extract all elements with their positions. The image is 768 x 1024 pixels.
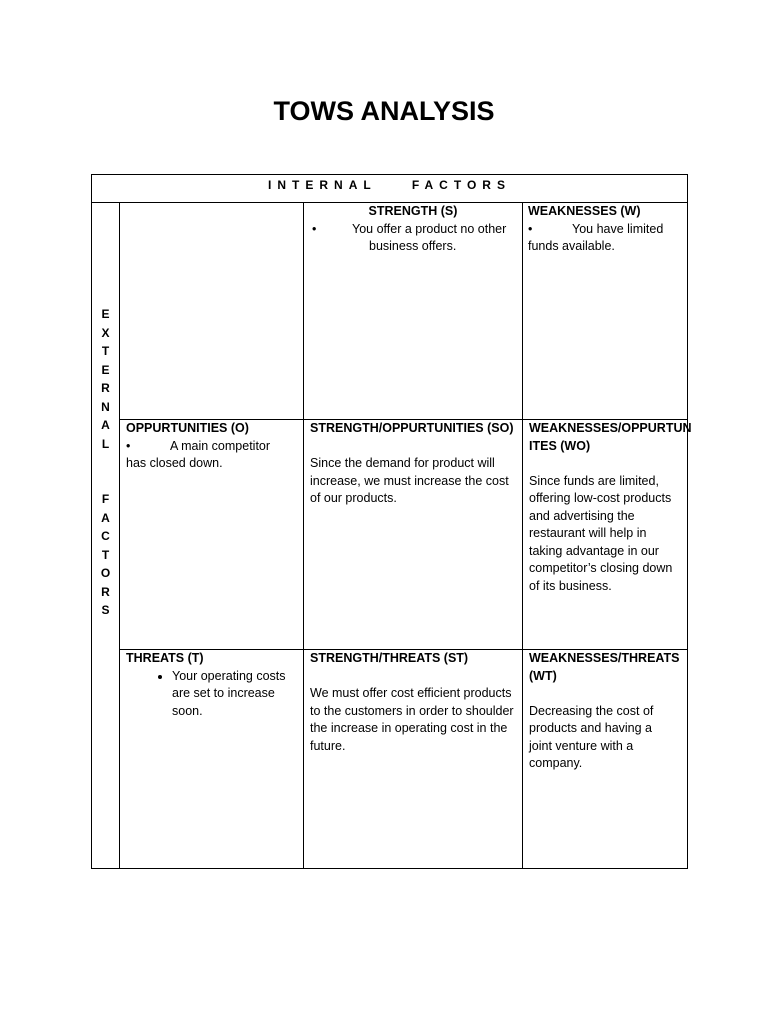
opportunities-bullet-line2: has closed down. xyxy=(126,456,223,470)
opportunities-cell xyxy=(126,420,300,473)
wt-cell xyxy=(529,650,680,773)
so-cell xyxy=(310,420,518,508)
wt-heading-line2: (WT) xyxy=(529,668,557,683)
st-heading: STRENGTH/THREATS (ST) xyxy=(310,651,469,665)
threats-heading: THREATS (T) xyxy=(126,651,204,665)
strength-heading: STRENGTH (S) xyxy=(368,204,458,218)
threats-list xyxy=(126,668,300,721)
external-letter: R xyxy=(101,584,110,599)
weaknesses-bullet-line2: funds available. xyxy=(528,239,615,253)
strength-bullet-line2: business offers. xyxy=(369,239,457,253)
wo-text: Since funds are limited, offering low-cost products and advertising the restaurant will help in taking advantage in our competitor’s closing down of its business. xyxy=(529,473,673,593)
threats-bullet: • Your operating costs are set to increase soon. xyxy=(172,668,300,721)
external-column-divider xyxy=(119,202,120,868)
external-letter: A xyxy=(101,418,110,432)
so-heading: STRENGTH/OPPURTUNITIES (SO) xyxy=(310,421,514,435)
opportunities-bullet-line1: A main competitor xyxy=(170,438,271,453)
external-letter: C xyxy=(101,529,110,543)
opportunities-heading: OPPURTUNITIES (O) xyxy=(126,421,249,435)
so-text: Since the demand for product will increase, we must increase the cost of our products. xyxy=(310,456,509,505)
opportunities-bullet xyxy=(126,438,300,456)
external-letter: E xyxy=(101,307,110,321)
internal-factors-header: INTERNAL FACTORS xyxy=(268,178,511,192)
external-letter: R xyxy=(101,381,110,395)
bullet-icon: • xyxy=(126,438,131,453)
external-letter: T xyxy=(101,547,110,562)
page-title: TOWS ANALYSIS xyxy=(273,96,495,126)
external-letter xyxy=(92,453,119,490)
column-divider-1 xyxy=(303,202,304,868)
weaknesses-bullet-line1: You have limited xyxy=(572,221,664,236)
wo-heading-line1: WEAKNESSES/OPPURTUN xyxy=(529,421,692,435)
external-letter: X xyxy=(101,325,110,340)
wo-heading-line2: ITES (WO) xyxy=(529,438,591,453)
wt-heading-line1: WEAKNESSES/THREATS xyxy=(529,651,680,665)
weaknesses-cell xyxy=(528,203,684,256)
external-letter: O xyxy=(100,566,111,580)
external-letter: N xyxy=(101,399,110,414)
external-letter: T xyxy=(101,344,110,358)
column-divider-2 xyxy=(522,202,523,868)
external-letter: S xyxy=(101,603,110,617)
threats-cell xyxy=(126,650,300,720)
wt-text: Decreasing the cost of products and having a joint venture with a company. xyxy=(529,703,654,770)
external-letter: L xyxy=(101,436,110,451)
external-factors-label xyxy=(92,305,119,620)
strength-cell xyxy=(308,203,518,256)
external-letter: A xyxy=(101,510,110,525)
strength-bullet-line1: You offer a product no other xyxy=(352,221,507,236)
st-cell xyxy=(310,650,514,755)
st-text: We must offer cost efficient products to the customers in order to shoulder the increase in operating cost in the future. xyxy=(310,686,514,753)
tows-table xyxy=(91,174,692,869)
weaknesses-heading: WEAKNESSES (W) xyxy=(528,204,641,218)
external-letter: E xyxy=(101,362,110,377)
bullet-icon: • xyxy=(312,221,317,236)
strength-bullet xyxy=(308,221,518,239)
wo-cell xyxy=(529,420,692,595)
bullet-icon: • xyxy=(528,221,533,236)
weaknesses-bullet xyxy=(528,221,684,239)
external-letter: F xyxy=(101,492,110,506)
